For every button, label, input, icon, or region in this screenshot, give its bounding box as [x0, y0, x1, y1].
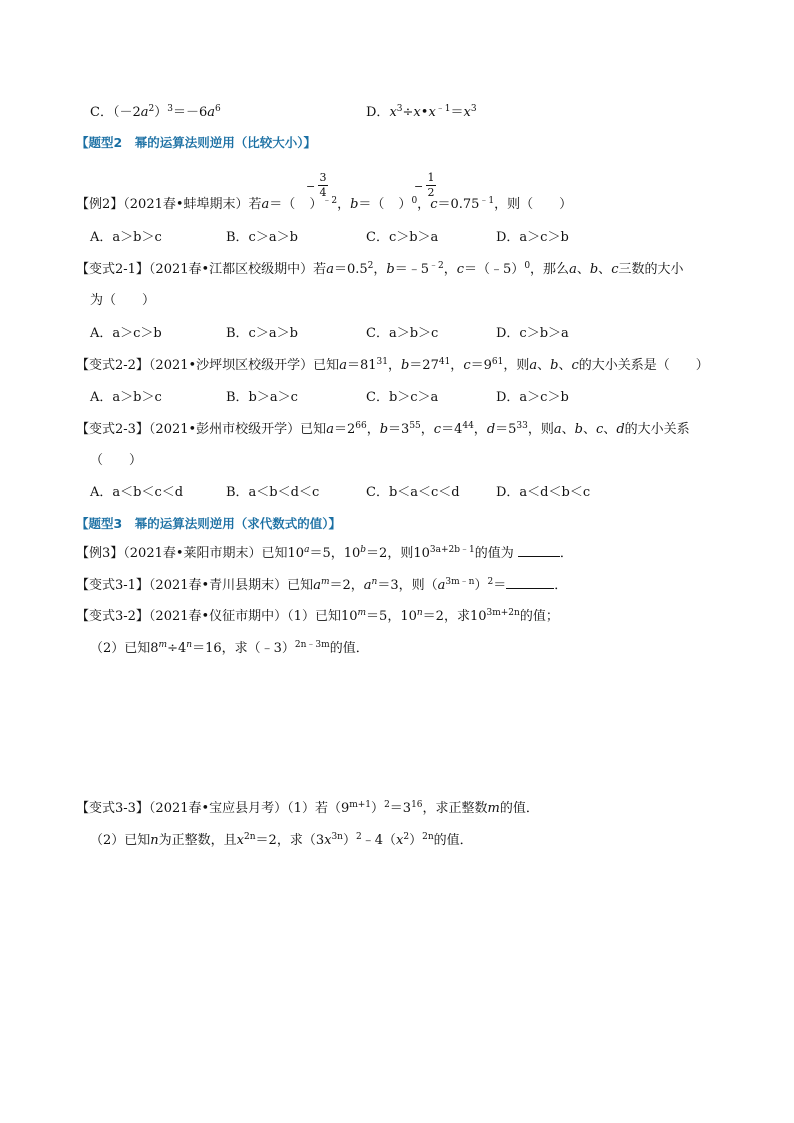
variant-2-1-question: 【变式2-1】（2021春•江都区校级期中）若$a=0.5^2$，$b=﹣5^{﹣2}$，c＝（﹣5）$^0$，那么a、b、c三数的大小	[76, 261, 684, 277]
ex2-option-d: D．a＞c＞b	[496, 230, 569, 245]
v22-option-b: B．b＞a＞c	[226, 390, 298, 405]
option-c: C．$(-2a^2)^3=-6a^6$	[90, 104, 221, 120]
ex2-option-a: A．a＞b＞c	[90, 230, 162, 245]
variant-3-3-question-part2: （2）已知n为正整数，且$x^{2n}=2$，求$(3x^{3n})^2﹣4(x^2)^{2n}$的值．	[90, 832, 473, 848]
v22-option-a: A．a＞b＞c	[90, 390, 162, 405]
example-3-question: 【例3】（2021春•莱阳市期末）已知$10^a=5$，$10^b=2$，则$10^{3a+2b﹣1}$的值为 ．	[76, 545, 573, 561]
v21-option-b: B．c＞a＞b	[226, 326, 298, 341]
fraction-minus-three-quarters: − 3 4	[306, 171, 327, 199]
v23-option-b: B．a＜b＜d＜c	[226, 485, 320, 500]
variant-3-1-question: 【变式3-1】（2021春•青川县期末）已知$a^m=2$，$a^n=3$，则$(a^{3m﹣n})^2=$ ．	[76, 577, 568, 593]
section-heading-type3: 【题型3 幂的运算法则逆用（求代数式的值）】	[76, 516, 341, 531]
variant-3-2-question: 【变式3-2】（2021春•仪征市期中）（1）已知$10^m=5$，$10^n=2$，求$10^{3m+2n}$的值；	[76, 608, 559, 624]
v23-option-c: C．b＜a＜c＜d	[366, 485, 460, 500]
ex2-option-b: B．c＞a＞b	[226, 230, 298, 245]
v23-option-a: A．a＜b＜c＜d	[90, 485, 184, 500]
variant-3-2-question-part2: （2）已知$8^m\div 4^n=16$，求（﹣3）$^{2n﹣3m}$的值．	[90, 640, 369, 656]
v21-option-c: C．a＞b＞c	[366, 326, 439, 341]
v23-option-d: D．a＜d＜b＜c	[496, 485, 591, 500]
option-d: D．$x^3\div x•x^{﹣1}=x^3$	[366, 104, 477, 120]
v21-option-d: D．c＞b＞a	[496, 326, 569, 341]
v22-option-c: C．b＞c＞a	[366, 390, 439, 405]
v21-option-a: A．a＞c＞b	[90, 326, 162, 341]
variant-3-3-question: 【变式3-3】（2021春•宝应县月考）（1）若$(9^{m+1})^2=3^{16}$，求正整数m的值．	[76, 800, 539, 816]
variant-2-1-question-cont: 为（ ）	[90, 293, 156, 308]
answer-blank[interactable]	[518, 544, 560, 557]
example-2-question: 【例2】（2021春•蚌埠期末）若a＝（ ）$^{﹣2}$，b＝（ ）$^0$，$c=0.75^{﹣1}$，则（ ）	[76, 196, 573, 212]
variant-2-2-question: 【变式2-2】（2021•沙坪坝区校级开学）已知$a=81^{31}$，$b=27^{41}$，$c=9^{61}$，则a、b、c的大小关系是（ ）	[76, 357, 709, 373]
variant-2-3-question-cont: （ ）	[90, 453, 143, 468]
answer-blank[interactable]	[506, 576, 554, 589]
fraction-minus-one-half: − 1 2	[414, 171, 435, 199]
ex2-option-c: C．c＞b＞a	[366, 230, 439, 245]
v22-option-d: D．a＞c＞b	[496, 390, 569, 405]
section-heading-type2: 【题型2 幂的运算法则逆用（比较大小）】	[76, 135, 316, 150]
variant-2-3-question: 【变式2-3】（2021•彭州市校级开学）已知$a=2^{66}$，$b=3^{55}$，$c=4^{44}$，$d=5^{33}$，则a、b、c、d的大小关系	[76, 421, 690, 437]
